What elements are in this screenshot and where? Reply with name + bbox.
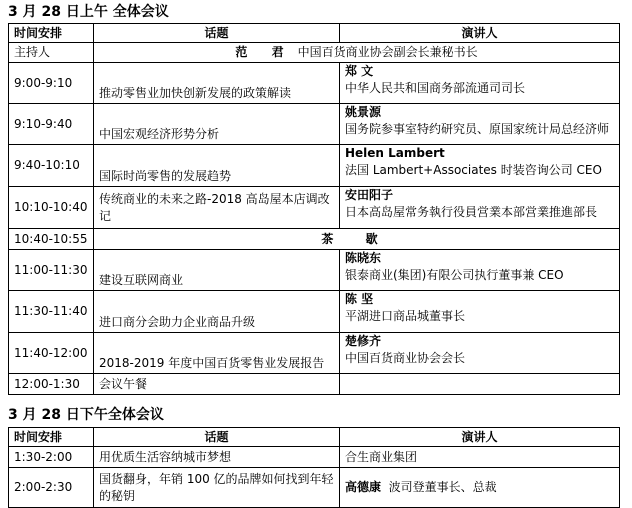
speaker-cell [340, 291, 620, 333]
header-time: 时间安排 [9, 24, 94, 43]
time-cell: 11:40-12:00 [9, 333, 94, 374]
break-row [9, 229, 620, 250]
host-info [94, 43, 620, 63]
table-row [9, 104, 620, 145]
lunch-row [9, 374, 620, 395]
speaker-name: 陈 坚 [345, 292, 374, 306]
topic-cell: 中国宏观经济形势分析 [94, 104, 340, 145]
time-cell: 9:10-9:40 [9, 104, 94, 145]
afternoon-schedule-table [8, 427, 620, 508]
header-topic: 话题 [94, 428, 340, 447]
table-row [9, 333, 620, 374]
table-row [9, 250, 620, 291]
speaker-title: 银泰商业(集团)有限公司执行董事兼 CEO [345, 268, 564, 282]
speaker-cell [340, 468, 620, 508]
time-cell: 10:40-10:55 [9, 229, 94, 250]
topic-cell: 国货翻身，年销 100 亿的品牌如何找到年轻的秘钥 [94, 468, 340, 508]
topic-cell: 传统商业的未来之路-2018 高岛屋本店调改记 [94, 187, 340, 229]
speaker-title: 国务院参事室特约研究员、原国家统计局总经济师 [345, 122, 610, 136]
speaker-title: 法国 Lambert+Associates 时装咨询公司 CEO [345, 163, 602, 177]
speaker-name: 高德康 [345, 480, 382, 494]
speaker-name: 楚修齐 [345, 334, 382, 348]
afternoon-session-heading: 3 月 28 日下午全体会议 [8, 407, 164, 423]
host-title: 中国百货商业协会副会长兼秘书长 [297, 45, 478, 59]
tea-break-label: 茶 歇 [94, 229, 620, 250]
speaker-name: 姚景源 [345, 105, 382, 119]
speaker-cell [340, 104, 620, 145]
host-name: 范 君 [235, 45, 294, 59]
topic-cell: 进口商分会助力企业商品升级 [94, 291, 340, 333]
speaker-name: 陈晓东 [345, 251, 382, 265]
time-cell: 9:40-10:10 [9, 145, 94, 187]
speaker-cell [340, 333, 620, 374]
time-cell: 9:00-9:10 [9, 63, 94, 104]
time-cell: 11:30-11:40 [9, 291, 94, 333]
table-row [9, 63, 620, 104]
speaker-cell [340, 250, 620, 291]
morning-schedule-table [8, 23, 620, 395]
header-topic: 话题 [94, 24, 340, 43]
table-row [9, 447, 620, 468]
speaker-name: 郑 文 [345, 64, 374, 78]
topic-cell: 国际时尚零售的发展趋势 [94, 145, 340, 187]
table-row [9, 187, 620, 229]
topic-cell: 用优质生活容纳城市梦想 [94, 447, 340, 468]
host-row [9, 43, 620, 63]
header-speaker: 演讲人 [340, 24, 620, 43]
table-row [9, 468, 620, 508]
topic-cell: 推动零售业加快创新发展的政策解读 [94, 63, 340, 104]
speaker-cell [340, 145, 620, 187]
speaker-title: 日本高岛屋常务執行役員営業本部営業推進部長 [345, 205, 598, 219]
speaker-cell [340, 63, 620, 104]
speaker-cell: 合生商业集团 [340, 447, 620, 468]
header-time: 时间安排 [9, 428, 94, 447]
host-label: 主持人 [9, 43, 94, 63]
time-cell: 2:00-2:30 [9, 468, 94, 508]
time-cell: 1:30-2:00 [9, 447, 94, 468]
time-cell: 10:10-10:40 [9, 187, 94, 229]
speaker-title: 波司登董事长、总裁 [388, 480, 497, 494]
speaker-title: 平湖进口商品城董事长 [345, 309, 466, 323]
table-header-row [9, 428, 620, 447]
topic-cell: 会议午餐 [94, 374, 340, 395]
table-row [9, 291, 620, 333]
speaker-title: 中国百货商业协会会长 [345, 351, 466, 365]
topic-cell: 建设互联网商业 [94, 250, 340, 291]
table-row [9, 145, 620, 187]
speaker-name: 安田阳子 [345, 188, 394, 202]
speaker-cell [340, 374, 620, 395]
time-cell: 11:00-11:30 [9, 250, 94, 291]
speaker-name: Helen Lambert [345, 146, 445, 160]
topic-cell: 2018-2019 年度中国百货零售业发展报告 [94, 333, 340, 374]
header-speaker: 演讲人 [340, 428, 620, 447]
speaker-cell [340, 187, 620, 229]
table-header-row [9, 24, 620, 43]
morning-session-heading: 3 月 28 日上午 全体会议 [8, 4, 169, 20]
speaker-title: 中华人民共和国商务部流通司司长 [345, 81, 526, 95]
time-cell: 12:00-1:30 [9, 374, 94, 395]
